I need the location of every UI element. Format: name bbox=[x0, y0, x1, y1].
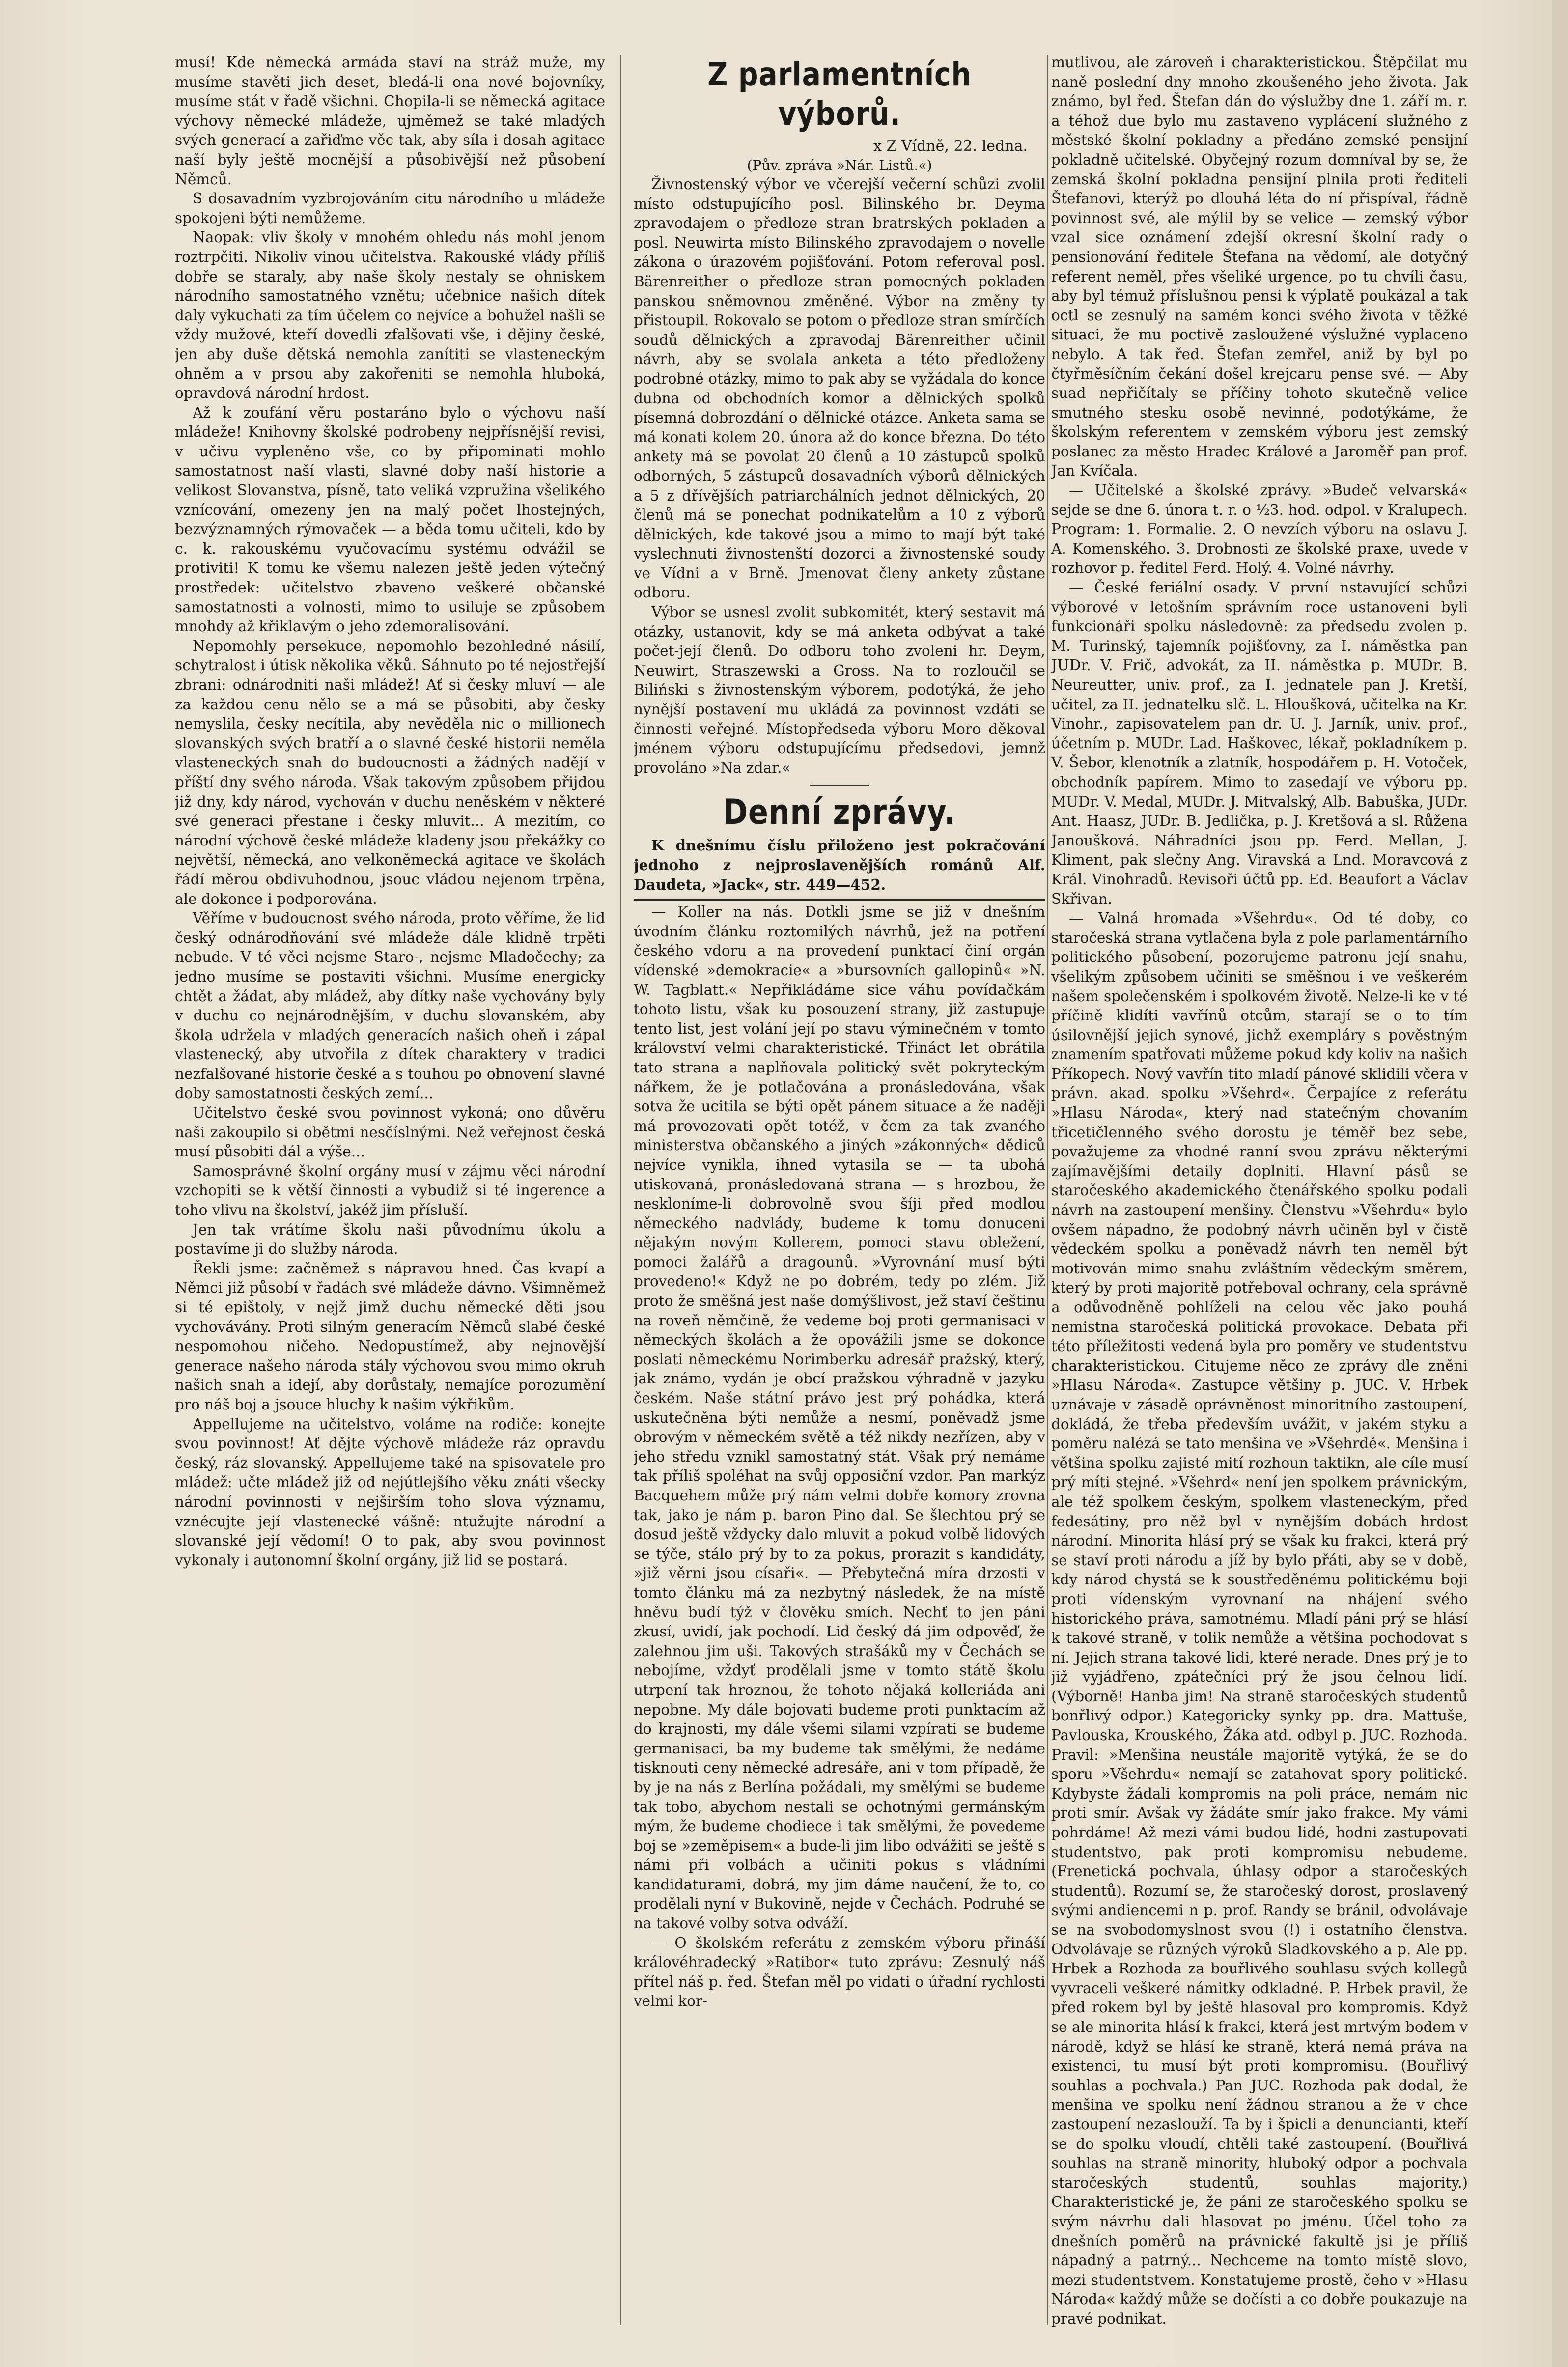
article-paragraph: Živnostenský výbor ve včerejší večerní schůzi zvolil místo odstupujícího posl. Bilinského br. Deyma zpravodajem o předloze stran bratrských pokladen a posl. Neuwirta místo Bilinského zpravodajem o novelle zákona o úrazovém pojišťování. Potom referoval posl. Bärenreither o předloze stran pomocných pokladen panskou sněmovnou změněné. Výbor na změny ty přistoupil. Rokovalo se potom o předloze stran smírčích soudů dělnických a zpravodaj Bärenreither učinil návrh, aby se svolala anketa a této předloženy podrobné otázky, mimo to pak aby se vyžádala do konce dubna od obchodních komor a dělnických spolků písemná dobrozdání o dělnické otázce. Anketa sama se má konati kolem 20. února až do konce března. Do této ankety má se povolat 20 členů a 10 zástupců spolků odborných, 5 zástupců dosavadních výborů dělnických a 5 z dřívějších patriarchálních jednot dělnických, 20 členů má se ponechat podnikatelům a 10 z výborů dělnických, kde takové jsou a mimo to mají být také vyslechnuti živnostenští dozorci a živnostenské soudy ve Vídni a v Brně. Jmenovat členy ankety zůstane odboru. bbox=[634, 176, 1045, 601]
article-paragraph: — O školském referátu z zemském výboru přináší královéhradecký »Ratibor« tuto zprávu: Zesnulý náš přítel náš p. řed. Štefan měl po vidati o úřadní rychlosti velmi kor- bbox=[634, 1934, 1045, 2010]
supplement-notice: K dnešnímu číslu přiloženo jest pokračování jednoho z nejproslavenějších románů Alf. Daudeta, »Jack«, str. 449—452. bbox=[634, 837, 1045, 893]
column-rule-left bbox=[620, 55, 621, 2325]
column-left-editorial bbox=[175, 53, 605, 2333]
article-paragraph: Výbor se usnesl zvolit subkomitét, který sestavit má otázky, ustanovit, kdy se má anketa odbývat a také počet-její členů. Do odboru toho zvoleni hr. Deym, Neuwirt, Straszewski a Gross. Na to rozloučil se Biliński s živnostenským výborem, podotýká, že jeho nynější postavení mu ukládá za povinnost vzdáti se činnosti veřejné. Místopředseda výboru Moro děkoval jménem výboru odstupujícímu předsedovi, jemnž provoláno »Na zdar.« bbox=[634, 604, 1045, 776]
editorial-paragraph: Až k zoufání věru postaráno bylo o výchovu naší mládeže! Knihovny školské podrobeny nejpřísnější revisi, v učivu vypleněno vše, co by připominati mohlo samostatnost naší vlasti, slavné doby naší historie a velikost Slovanstva, písně, tato veliká vzpružina všelikého vznícování, omezeny jen na malý počet lhostejných, bezvýznamných rýmovaček — a běda tomu učiteli, kdo by c. k. rakouskému vyučovacímu systému odvážil se protiviti! K tomu ke všemu nalezen ještě jeden výtečný prostředek: učitelstvo zbaveno veškeré občanské samostatnosti a volnosti, mimo to usiluje se způsobem mnohdy až křiklavým o jeho zdemoralisování. bbox=[175, 404, 605, 635]
page-edge bbox=[1552, 0, 1568, 2367]
editorial-paragraph: Appellujeme na učitelstvo, voláme na rodiče: konejte svou povinnost! Ať dějte výchově mládeže ráz opravdu český, ráz slovanský. Appellujeme také na spisovatele pro mládež: učte mládež již od nejútlejšího věku znáti všecky národní povinnosti v nejširším toho slova významu, vznécujte její vlastenecké vášně: ntužujte národní a slovanské její vědomí! O to pak, aby svou povinnost vykonaly i autonomní školní orgány, již lid se postará. bbox=[175, 1415, 605, 1569]
article-paragraph: — Valná hromada »Všehrdu«. Od té doby, co staročeská strana vytlačena byla z pole parlamentárního politického působení, pozorujeme patronu její snahu, všelikým způsobem učiniti se směšnou i ve veškerém našem společenském i spolkovém životě. Nelze-li ke v té příčině klidíti vavřínů otcům, starají se o to tím úsilovnější jejich synové, jichž exempláry s pověstným znamením spatřovati můžeme pokud kdy koliv na našich Příkopech. Nový vavřín tito mladí pánové sklidili včera v právn. akad. spolku »Všehrd«. Čerpajíce z referátu »Hlasu Národa«, který nad statečným chovaním třicetičlenného svého dorostu je téměř bez sebe, považujeme za vhodné ranní svou zprávu některými zajímavějšími detaily doplniti. Hlavní pásů se staročeského akademického čtenářského spolku podali návrh na zastoupení menšiny. Členstvu »Všehrdu« bylo ovšem nápadno, že podobný návrh učiněn byl v čistě vědeckém spolku a poněvadž návrh ten neměl být motivován mimo snahu zvláštním vědeckým směrem, který by proti majoritě potřeboval ochrany, cela správně a odůvodněně pohlíželi na celou věc jako pouhá nemistna staročeská politická provokace. Debata při této příležitosti vedená byla pro poměry ve studentstvu charakteristickou. Citujeme něco ze zprávy dle zněni »Hlasu Národa«. Zastupce většiny p. JUC. V. Hrbek uznávaje v zásadě oprávněnost minoritního zastoupení, dokládá, že třeba především uvážit, v jakém styku a poměru nalézá se tato menšina ve »Všehrdě«. Menšina i většina spolku zajisté mití rozhoun taktikn, ale cíle musí prý míti stejné. »Všehrd« není jen spolkem právnickým, ale též spolkem českým, spolkem vlasteneckým, před fedesátiny, pro něž byl v nynějším dobách hrdost národní. Minorita hlásí prý se však ku frakci, která prý se staví proti národu a jíž by bylo přáti, aby se v době, kdy národ chystá se k soustředěnému politickému boji proti vídenským vyrovnaní na nhájení svého historického práva, samotnému. Mladí páni prý se hlásí k takové straně, v tolik nemůže a většina pochodovat s ní. Jejich strana takové lidi, které nerade. Dnes prý je to již vyjádřeno, zpátečníci prý že jsou čelnou lidí. (Výborně! Hanba jim! Na straně staročeských studentů bonřlivý odpor.) Kategoricky synky pp. dra. Mattuše, Pavlouska, Krouského, Žáka atd. odbyl p. JUC. Rozhoda. Pravil: »Menšina neustále majoritě vytýká, že se do sporu »Všehrdu« nemají se zatahovat spory politické. Kdybyste žádali kompromis na poli práce, nemám nic proti smír. Avšak vy žádáte smír jako frakce. My vámi pohrdáme! Až mezi vámi budou lidé, hodni zastupovati studentstvo, pak proti kompromisu nebudeme. (Frenetická pochvala, úhlasy odpor a staročeských studentů). Rozumí se, že staročeský dorost, proslavený svými andiencemi n p. prof. Randy se bránil, odvolávaje se na svobodomyslnost svou (!) i ostatního členstva. Odvolávaje se různých výroků Sladkovského a p. Ale pp. Hrbek a Rozhoda za bouřlivého souhlasu svých kollegů vyvraceli veškeré námitky odkladné. P. Hrbek pravil, že před rokem byl by ještě hlasoval pro kompromis. Když se ale minorita hlásí k frakci, která jest mrtvým bodem v národě, když se hlásí ke straně, která nemá práva na existenci, tu musí být proti kompromisu. (Bouřlivý souhlas a pochvala.) Pan JUC. Rozhoda pak dodal, že menšina ve spolku není žádnou stranou a že v chce zastoupení nezaslouží. Ta by i špicli a denuncianti, kteří se do spolku vloudí, chtěli také zastoupení. (Bouřlivá souhlas na straně minority, hluboký odpor a pochvala staročeských studentů, souhlas majority.) Charakteristické je, že páni ze staročeského spolku se svým návrhu dali hlasovat po jménu. Účel toho za dnešních poměrů na právnické fakultě jsi je příliš nápadný a patrný... Nechceme na tomto místě slovo, mezi studentstvem. Konstatujeme prostě, čeho v »Hlasu Národa« každý může se dočísti a co dobře poukazuje na pravé podnikat. bbox=[1051, 910, 1468, 2327]
editorial-paragraph: Jen tak vrátíme školu naši původnímu úkolu a postavíme ji do služby národa. bbox=[175, 1221, 605, 1258]
article-paragraph: — Koller na nás. Dotkli jsme se již v dnešním úvodním článku roztomilých návrhů, jež na potření českého vdoru a na provedení punktací činí orgán vídenské »demokracie« a »bursovních gallopinů« »N. W. Tagblatt.« Nepřikládáme sice váhu povídačkám tohoto listu, však ku posouzení strany, již zastupuje tento list, jest volání její po stavu výminečném v tomto království velmi charakteristické. Třináct let obrátila tato strana a naplňovala politický svět pokryteckým nářkem, že je potlačována a pronásledována, však sotva že ucitila se býti opět pánem situace a že naději má provozovati opět totéž, v čem za tak zvaného ministerstva občanského a jiných »zákonných« dědiců nejvíce vynikla, ihned vytasila se — ta ubohá utiskovaná, pronásledovaná strana — s hrozbou, že neskloníme-li dobrovolně svou šíji před modlou německého nadvlády, budeme k tomu donuceni nějakým novým Kollerem, pomoci stavu obležení, pomoci žalářů a dragounů. »Vyrovnání musí býti provedeno!« Když ne po dobrém, tedy po zlém. Již proto že směšná jest naše domýšlivost, jež staví češtinu na roveň němčině, že vedeme boj proti germanisaci v německých školách a že opovážili jsme se dokonce poslati německému Norimberku adresář pražský, který, jak známo, vydán je obcí pražskou výhradně v jazyku českém. Naše státní právo jest prý pohádka, která uskutečněna býti nemůže a nesmí, poněvadž jsme obrovým v německém světě a též nikdy nezřízen, aby v jeho středu vznikl samostatný stát. Však prý nemáme tak příliš spoléhat na svůj opposiční vzdor. Pan markýz Bacquehem může prý nám velmi dobře komory zrovna tak, jako je nám p. baron Pino dal. Se šlechtou prý se dosud ještě vždycky dalo mluvit a pokud volbě lidových se týče, stálo prý by to za pokus, prorazit s kandidáty, »již věrni jsou císaři«. — Přebytečná míra drzosti v tomto článku má za nezbytný následek, že na místě hněvu budí týž v člověku smích. Nechť to jen páni zkusí, uvidí, jak pochodí. Lid český dá jim odpověď, že zalehnou jim uši. Takových strašáků my v Čechách se nebojíme, vždyť prodělali jsme v tomto státě školu utrpení tak hroznou, že tohoto nějaká kolleriáda ani nepobne. My dále bojovati budeme proti punktacím až do krajnosti, my dále všemi silami vzpírati se budeme germanisaci, ba my budeme tak smělými, že nedáme tisknouti ceny německé adresáře, ani v tom případě, že by je na nás z Berlína požádali, my smělými se budeme tak tobo, abychom nestali se ochotnými germánským mým, že budeme chodiece i tak smělými, že povedeme boj se »zeměpisem« a bude-li jim libo odvážiti se ještě s námi při volbách a učiniti pokus s vládními kandidaturami, dobrá, my jim dáme naučení, že to, co prodělali nyní v Bukovině, nejde v Čechách. Podruhé se na takové volby sotva odváží. bbox=[634, 903, 1045, 1932]
column-rule-right bbox=[1047, 55, 1048, 2325]
editorial-paragraph: S dosavadním vyzbrojováním citu národního u mládeže spokojeni býti nemůžeme. bbox=[175, 190, 605, 226]
column-middle bbox=[634, 53, 1045, 2333]
short-divider bbox=[810, 785, 869, 786]
editorial-paragraph: Řekli jsme: začněmež s nápravou hned. Čas kvapí a Němci již působí v řadách své mládeže dávno. Všimněmež si té epištoly, v nejž jimž duchu německé děti jsou vychovávány. Proti silným generacím Němců slabé české nespomohou ničeho. Nedopustímež, aby nejnovější generace našeho národa stály výchovou svou mimo okruh našich snah a idejí, aby dorůstaly, nemajíce porozumění pro náš boj a jsouce hluchy k našim výkřikům. bbox=[175, 1260, 605, 1413]
editorial-paragraph: musí! Kde německá armáda staví na stráž muže, my musíme stavěti jich deset, bledá-li ona nové bojovníky, musíme stát v řadě všichni. Chopila-li se německá agitace výchovy německé mládeže, ujměmež se také mladých svých generací a zařiďme věc tak, aby síla i dosah agitace naší byly ještě mocnější a působivější než působení Němců. bbox=[175, 54, 605, 188]
article-paragraph: — Učitelské a školské zprávy. »Budeč velvarská« sejde se dne 6. února t. r. o ½3. hod. odpol. v Kralupech. Program: 1. Formalie. 2. O nevzích výboru na oslavu J. A. Komenského. 3. Drobnosti ze školské praxe, uvede v rozhovor p. ředitel Ferd. Holý. 4. Volné návrhy. bbox=[1051, 482, 1468, 577]
section-heading-parliament: Z parlamentních výborů. bbox=[707, 56, 972, 133]
editorial-paragraph: Věříme v budoucnost svého národa, proto věříme, že lid český odnárodňování své mládeže dále klidně trpěti nebude. V té věci nejsme Staro-, nejsme Mladočechy; za jedno musíme se postaviti všichni. Musíme energicky chtět a žádat, aby mládež, aby dítky naše vychovány byly v duchu co nejnárodnějším, v duchu slovanském, aby škola udržela v mladých generacích našich oheň i zápal vlastenecký, aby utvořila z dítek charaktery v tradici nezfalšované historie české a s touhou po obnovení slavné doby samostatnosti českých zemí... bbox=[175, 910, 605, 1102]
editorial-paragraph: Naopak: vliv školy v mnohém ohledu nás mohl jenom roztrpčiti. Nikoliv vinou učitelstva. Rakouské vlády příliš dobře se staraly, aby naše školy nestaly se ohniskem národního samostatného vznětu; učebnice našich dítek daly vykuchati za tím účelem co nejvíce a bohužel našli se vždy mužové, kteří dovedli zfalšovati vše, i dějiny české, jen aby duše dětská nemohla zanítiti se vlasteneckým ohněm a v prsou aby zakořeniti se nemohla hluboká, opravdová národní hrdost. bbox=[175, 229, 605, 402]
editorial-paragraph: Učitelstvo české svou povinnost vykoná; ono důvěru naši zakoupilo si obětmi nesčíslnými. Než veřejnost česká musí působiti dál a výše... bbox=[175, 1104, 605, 1160]
section-heading-daily-news: Denní zprávy. bbox=[723, 792, 956, 833]
source-note: (Pův. zpráva »Nár. Listů.«) bbox=[747, 157, 932, 173]
editorial-paragraph: Nepomohly persekuce, nepomohlo bezohledné násilí, schytralost i útisk několika věků. Sáhnuto po té nejostřejší zbrani: odnárodniti naši mládež! Ať si česky mluví — ale za každou cenu nělo se a má se působiti, aby česky nemyslila, česky necítila, aby nevěděla nic o millionech slovanských svých bratří a o slavné české historii neměla vlasteneckých snah do budoucnosti a žádných nadějí v příští dny svého národa. Však takovým způsobem přijdou již dny, kdy národ, vychován v duchu neněském v některé své generaci přestane i česky mluvit... A mezitím, co národní výchově české mládeže kladeny jsou překážky co největší, německá, ano velkoněmecká agitace ve školách řádí měrou obdivuhodnou, jsouc vládou nejenom trpěna, ale dokonce i podporována. bbox=[175, 637, 605, 907]
divider bbox=[634, 899, 1045, 901]
editorial-paragraph: Samosprávné školní orgány musí v zájmu věci národní vzchopiti se k větší činnosti a vybudiž si té ingerence a toho vlivu na školství, jakéž jim přísluší. bbox=[175, 1162, 605, 1219]
dateline: x Z Vídně, 22. ledna. bbox=[873, 138, 1028, 155]
column-right bbox=[1051, 53, 1468, 2333]
article-paragraph: mutlivou, ale zároveň i charakteristickou. Štěpčilat mu naně poslední dny mnoho zkoušeného jeho života. Jak známo, byl řed. Štefan dán do výslužby dne 1. září m. r. a téhož due bylo mu zastaveno vyplácení služného z městské školní pokladny a předáno zemské pensijní pokladně učitelské. Obyčejný rozum domníval by se, že zemská školní pokladna pensijní plnila proti řediteli Štefanovi, kterýž po dlouhá léta do ní přispíval, řádně povinnost své, ale mýlil by se velice — zemský výbor vzal sice oznámení zdejší okresní školní rady o pensionování ředitele Štefana na vědomí, ale dotyčný referent neměl, přes všeliké urgence, po tu chvíli času, aby byl témuž příslušnou pensi k výplatě poukázal a tak octl se zesnulý na samém konci svého života v těžké situaci, že mu poctivě zasloužené výslužné vyplaceno nebylo. A tak řed. Štefan zemřel, aniž by byl po čtyřměsíčním čekání došel krejcaru pense své. — Aby suad nepřičítaly se příčiny tohoto skutečně velice smutného stesku osobě nevinné, podotýkáme, že školským referentem v zemském výboru jest zemský poslanec za město Hradec Králové a Jaroměř pan prof. Jan Kvíčala. bbox=[1051, 54, 1468, 479]
article-paragraph: — České feriální osady. V první nstavující schůzi výborové v letošním správním roce ustanoveni byli funkcionáři spolku následovně: za předsedu zvolen p. M. Turinský, tajemník pojišťovny, za I. náměstka pan JUDr. V. Frič, advokát, za II. náměstka p. MUDr. B. Neureutter, univ. prof., za I. jednatele pan J. Kretší, učitel, za II. jednatelku slč. L. Hloušková, učitelka na Kr. Vinohr., zapisovatelem pan dr. U. J. Jarník, univ. prof., účetním p. MUDr. Lad. Haškovec, lékař, pokladníkem p. V. Šebor, klenotník a zlatník, hospodářem p. H. Votoček, obchodník papírem. Mimo to zasedají ve výboru pp. MUDr. V. Medal, MUDr. J. Mitvalský, Alb. Babuška, JUDr. Ant. Haasz, JUDr. B. Jedlička, p. J. Kretšová a sl. Růžena Janoušková. Náhradníci jsou pp. Ferd. Mellan, J. Kliment, pak slečny Ang. Viravská a Lnd. Moravcová z Král. Vinohradů. Revisoři účtů pp. Ed. Beaufort a Václav Skřivan. bbox=[1051, 579, 1468, 907]
